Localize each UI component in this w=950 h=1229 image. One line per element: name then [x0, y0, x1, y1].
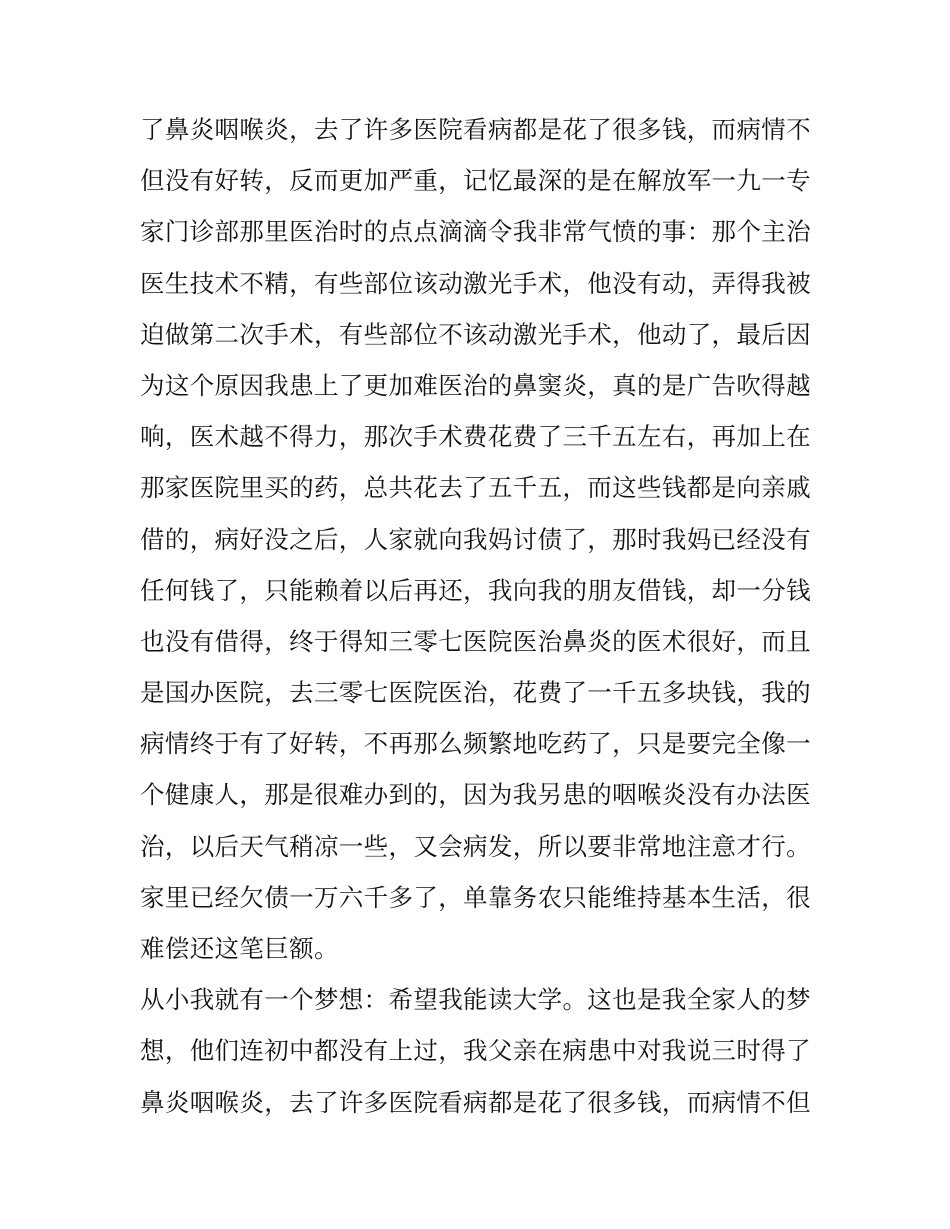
text-line: 迫做第二次手术，有些部位不该动激光手术，他动了，最后因 [140, 319, 811, 349]
text-line: 为这个原因我患上了更加难医治的鼻窦炎，真的是广告吹得越 [140, 370, 811, 400]
text-line: 病情终于有了好转，不再那么频繁地吃药了，只是要完全像一 [140, 729, 811, 759]
text-line: 响，医术越不得力，那次手术费花费了三千五左右，再加上在 [140, 422, 811, 452]
paragraph-1 [140, 104, 820, 974]
text-line: 任何钱了，只能赖着以后再还，我向我的朋友借钱，却一分钱 [140, 575, 811, 605]
text-line: 也没有借得，终于得知三零七医院医治鼻炎的医术很好，而且 [140, 626, 811, 656]
text-line: 个健康人，那是很难办到的，因为我另患的咽喉炎没有办法医 [140, 780, 811, 810]
text-line: 家门诊部那里医治时的点点滴滴令我非常气愤的事：那个主治 [140, 217, 811, 247]
text-line: 但没有好转，反而更加严重，记忆最深的是在解放军一九一专 [140, 166, 811, 196]
text-line: 借的，病好没之后，人家就向我妈讨债了，那时我妈已经没有 [140, 524, 811, 554]
text-line: 从小我就有一个梦想：希望我能读大学。这也是我全家人的梦 [140, 985, 811, 1015]
text-line: 那家医院里买的药，总共花去了五千五，而这些钱都是向亲戚 [140, 473, 811, 503]
paragraph-2 [140, 974, 820, 1128]
text-line: 是国办医院，去三零七医院医治，花费了一千五多块钱，我的 [140, 678, 811, 708]
text-line: 了鼻炎咽喉炎，去了许多医院看病都是花了很多钱，而病情不 [140, 115, 811, 144]
text-line: 家里已经欠债一万六千多了，单靠务农只能维持基本生活，很 [140, 882, 811, 912]
text-line: 想，他们连初中都没有上过，我父亲在病患中对我说三时得了 [140, 1036, 811, 1066]
text-line: 鼻炎咽喉炎，去了许多医院看病都是花了很多钱，而病情不但 [140, 1087, 811, 1117]
text-line: 治，以后天气稍凉一些，又会病发，所以要非常地注意才行。 [140, 831, 811, 861]
text-line: 医生技术不精，有些部位该动激光手术，他没有动，弄得我被 [140, 268, 811, 298]
document-body [140, 104, 820, 1128]
text-line: 难偿还这笔巨额。 [140, 934, 339, 963]
